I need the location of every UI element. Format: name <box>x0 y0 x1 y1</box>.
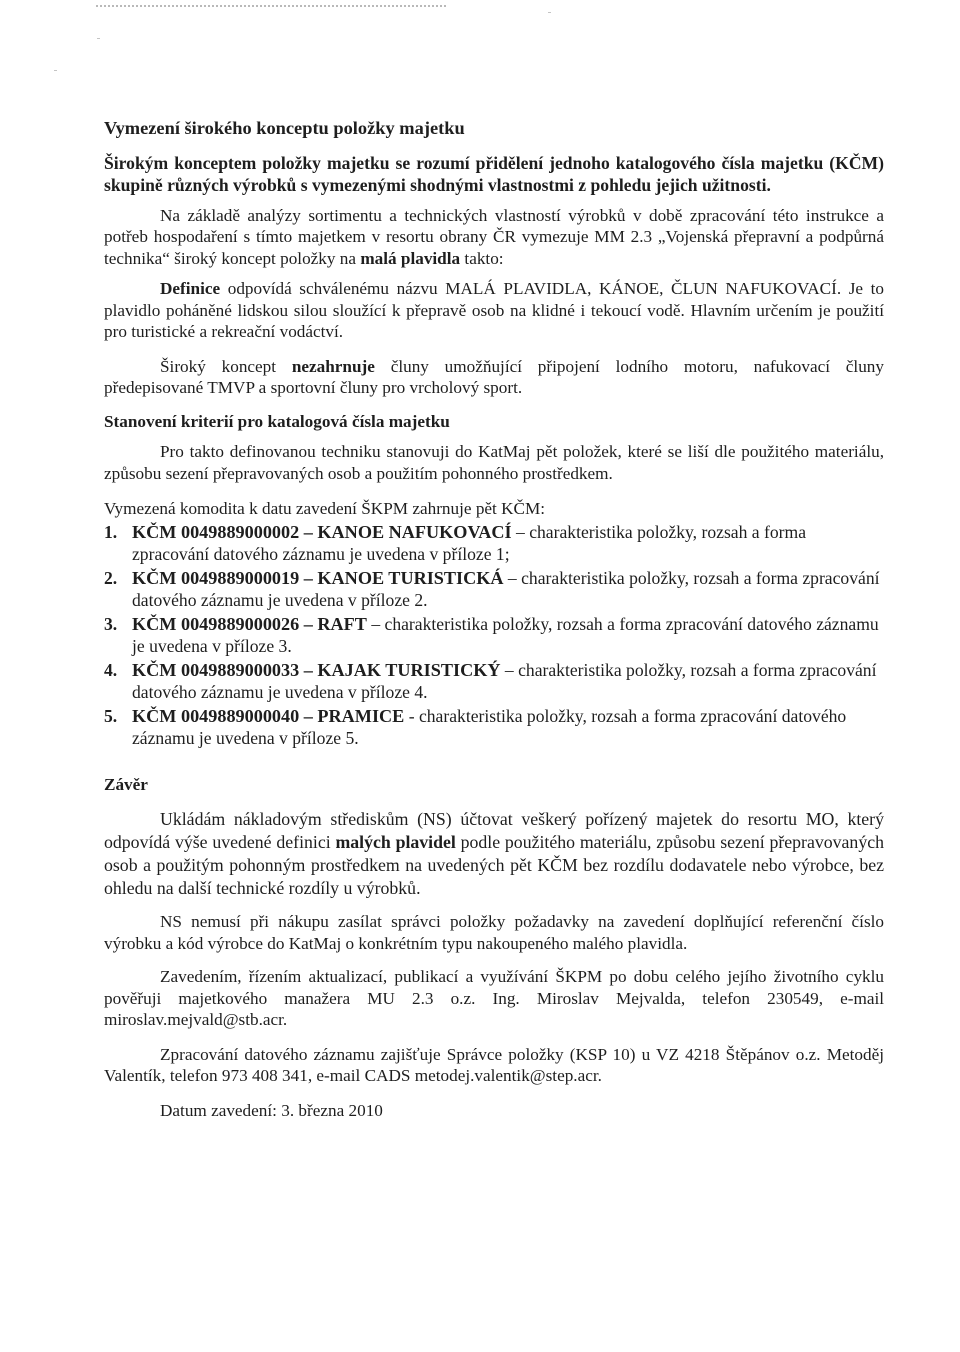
scan-artifact-dot <box>548 12 551 13</box>
exclusion-paragraph <box>104 356 884 399</box>
list-intro: Vymezená komodita k datu zavedení ŠKPM zahrnuje pět KČM: <box>104 499 546 518</box>
list-item <box>104 613 884 658</box>
list-item <box>104 521 884 566</box>
exclusion-text-end: čluny umožňující připojení lodního motoru, nafukovací čluny předepisované TMVP a sportovní čluny pro vrcholový sport. <box>104 356 884 397</box>
intro-paragraph: Širokým konceptem položky majetku se rozumí přidělení jednoho katalogového čísla majetku (KČM) skupině různých výrobků s vymezenými shodnými vlastnostmi z pohledu jejich užitnosti. <box>104 152 884 195</box>
list-item <box>104 705 884 750</box>
section-heading-conclusion: Závěr <box>104 774 148 794</box>
kcm-list <box>104 521 884 750</box>
conclusion-text-end: podle použitého materiálu, způsobu sezení přepravovaných osob a použitým pohonným prostředkem na uvedených pět KČM bez rozdílu dodavatele nebo výrobce, bez ohledu na další technické rozdíly u výrobků. <box>104 832 884 898</box>
document-page <box>104 118 884 1121</box>
section-heading-criteria: Stanovení kriterií pro katalogová čísla majetku <box>104 411 450 431</box>
item-code: KČM 0049889000026 – RAFT <box>132 613 367 634</box>
item-number: 4. <box>104 659 118 680</box>
definition-label: Definice <box>160 279 221 298</box>
list-item <box>104 659 884 704</box>
processing-paragraph: Zpracování datového záznamu zajišťuje Správce položky (KSP 10) u VZ 4218 Štěpánov o.z. Metoděj Valentík, telefon 973 408 341, e-mail CADS metodej.valentik@step.acr. <box>104 1044 884 1085</box>
criteria-paragraph: Pro takto definovanou techniku stanovuji do KatMaj pět položek, které se liší dle použitého materiálu, způsobu sezení přepravovaných osob a použitím pohonného prostředkem. <box>104 442 884 483</box>
section-heading-scope: Vymezení širokého konceptu položky majetku <box>104 118 465 138</box>
definition-paragraph <box>104 278 884 343</box>
ns-paragraph: NS nemusí při nákupu zasílat správci položky požadavky na zavedení doplňující referenční číslo výrobku a kód výrobce do KatMaj o konkrétním typu nakoupeného malého plavidla. <box>104 912 884 953</box>
item-code: KČM 0049889000019 – KANOE TURISTICKÁ <box>132 567 504 588</box>
definition-text: odpovídá schválenému názvu MALÁ PLAVIDLA, KÁNOE, ČLUN NAFUKOVACÍ. Je to plavidlo poháněné lidskou silou sloužící k přepravě osob na klidné i tekoucí vodě. Hlavním určením je použití pro turistické a rekreační vodáctví. <box>104 279 884 341</box>
manager-paragraph: Zavedením, řízením aktualizací, publikací a využívání ŠKPM po dobu celého jejího životního cyklu pověřuji majetkového manažera MU 2.3 o.z. Ing. Miroslav Mejvalda, telefon 230549, e-mail miroslav.mejvald@stb.acr. <box>104 967 884 1029</box>
analysis-text: Na základě analýzy sortimentu a technických vlastností výrobků v době zpracování této instrukce a potřeb hospodaření s tímto majetkem v resortu obrany ČR vymezuje MM 2.3 „Vojenská přepravní a podpůrná technika“ široký koncept položky na <box>104 205 884 268</box>
item-text: – charakteristika položky, rozsah a forma zpracování datového záznamu je uvedena v příloze 1; <box>132 521 807 564</box>
item-text: – charakteristika položky, rozsah a forma zpracování datového záznamu je uvedena v příloze 2. <box>132 567 880 610</box>
analysis-text-end: takto: <box>460 248 504 268</box>
item-code: KČM 0049889000002 – KANOE NAFUKOVACÍ <box>132 521 512 542</box>
analysis-bold-term: malá plavidla <box>360 248 461 268</box>
item-text: - charakteristika položky, rozsah a forma zpracování datového záznamu je uvedena v příloze 5. <box>132 705 847 748</box>
scan-artifact-dot <box>97 38 100 39</box>
scan-artifact-line <box>96 5 446 7</box>
exclusion-text: Široký koncept <box>160 356 292 376</box>
item-text: – charakteristika položky, rozsah a forma zpracování datového záznamu je uvedena v příloze 3. <box>132 613 879 656</box>
item-number: 2. <box>104 567 118 588</box>
item-number: 5. <box>104 705 118 726</box>
scan-artifact-dot <box>54 70 57 71</box>
item-number: 1. <box>104 521 118 542</box>
item-text: – charakteristika položky, rozsah a forma zpracování datového záznamu je uvedena v příloze 4. <box>132 659 877 702</box>
analysis-paragraph <box>104 205 884 270</box>
conclusion-bold-term: malých plavidel <box>335 832 456 852</box>
exclusion-bold-term: nezahrnuje <box>291 356 375 376</box>
effective-date: Datum zavedení: 3. března 2010 <box>160 1100 383 1120</box>
item-number: 3. <box>104 613 118 634</box>
item-code: KČM 0049889000033 – KAJAK TURISTICKÝ <box>132 659 501 680</box>
conclusion-paragraph <box>104 808 884 900</box>
list-item <box>104 567 884 612</box>
item-code: KČM 0049889000040 – PRAMICE <box>132 705 405 726</box>
conclusion-text: Ukládám nákladovým střediskům (NS) účtovat veškerý pořízený majetek do resortu MO, který odpovídá výše uvedené definici <box>104 809 884 852</box>
